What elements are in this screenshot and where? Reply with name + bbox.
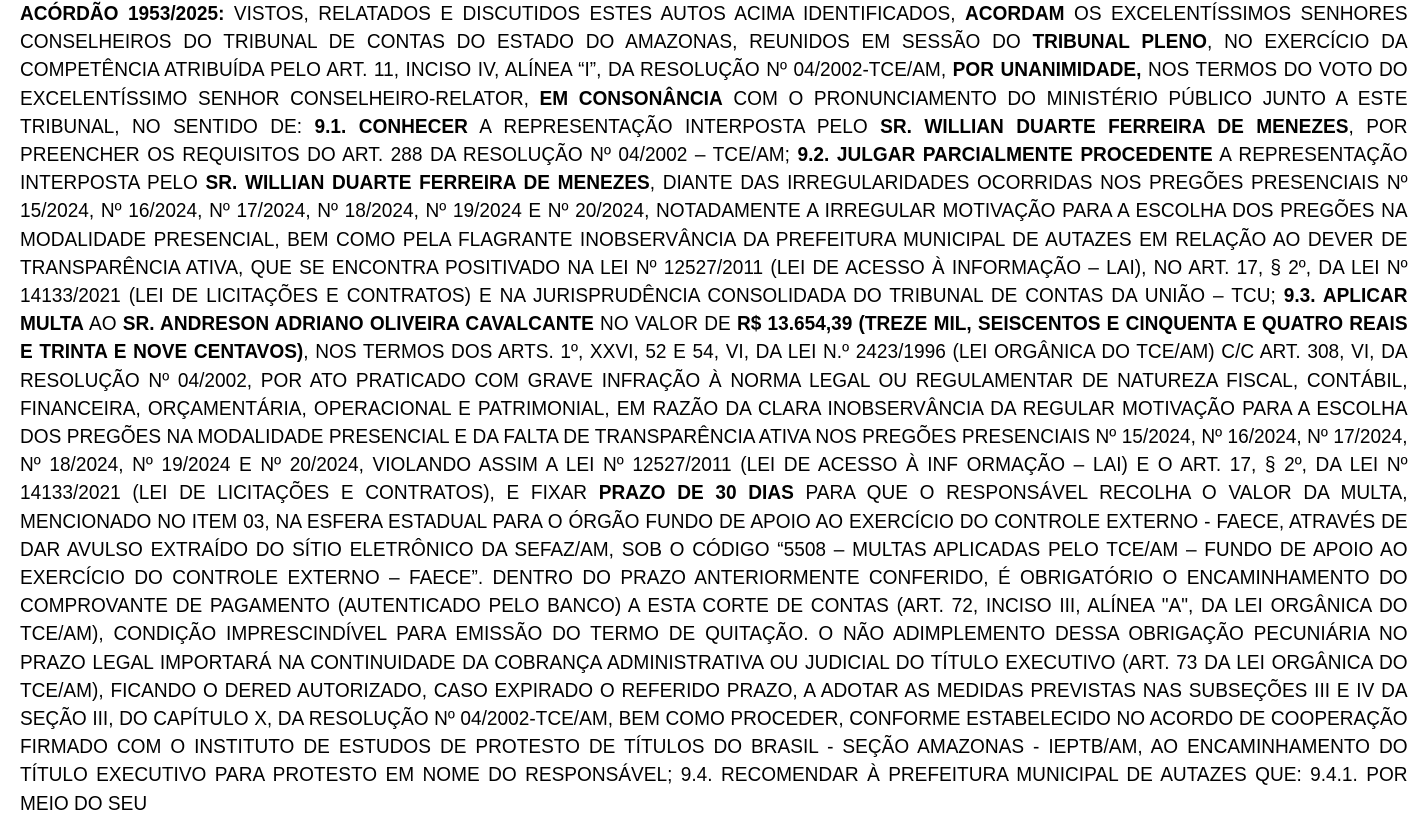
text-segment: , DIANTE DAS IRREGULARIDADES OCORRIDAS NOS PREGÕES PRESENCIAIS Nº 15/2024, Nº 16/2024, Nº 17/2024, Nº 18/2024, Nº 19/2024 E Nº 20/2024, NOTADAMENTE A IRREGULAR MOTIVAÇÃO PARA A ESCOLHA DOS PREGÕES NA MODALIDADE PRESENCIAL, BEM COMO PELA FLAGRANTE INOBSERVÂNCIA DA PREFEITURA MUNICIPAL DE AUTAZES EM RELAÇÃO AO DEVER DE TRANSPARÊNCIA ATIVA, QUE SE ENCONTRA POSITIVADO NA LEI Nº 12527/2011 (LEI DE ACESSO À INFORMAÇÃO – LAI), NO ART. 17, § 2º, DA LEI Nº 14133/2021 (LEI DE LICITAÇÕES E CONTRATOS) E NA JURISPRUDÊNCIA CONSOLIDADA DO TRIBUNAL DE CONTAS DA UNIÃO – TCU; [20,171,1408,308]
text-segment: , POR PREENCHER OS REQUISITOS DO ART. 288 DA RESOLUÇÃO Nº 04/2002 – TCE/AM; [20,114,1408,167]
bold-segment-valor-multa: R$ 13.654,39 (TREZE MIL, SEISCENTOS E CINQUENTA E QUATRO REAIS E TRINTA E NOVE CENTAVOS) [20,312,1408,364]
text-segment: OS EXCELENTÍSSIMOS SENHORES CONSELHEIROS DO TRIBUNAL DE CONTAS DO ESTADO DO AMAZONAS, REUNIDOS EM SESSÃO DO [20,2,1408,54]
document-page [20,0,1408,821]
bold-segment-representante: SR. WILLIAN DUARTE FERREIRA DE MENEZES [880,114,1349,138]
text-segment: VISTOS, RELATADOS E DISCUTIDOS ESTES AUTOS ACIMA IDENTIFICADOS, [224,2,965,25]
bold-segment-acordam: ACORDAM [964,2,1065,25]
bold-segment-tribunal-pleno: TRIBUNAL PLENO [1032,30,1207,54]
bold-segment-consonancia: EM CONSONÂNCIA [539,86,723,110]
text-segment: NOS TERMOS DO VOTO DO EXCELENTÍSSIMO SENHOR CONSELHEIRO-RELATOR, [20,58,1408,110]
bold-segment-responsavel: SR. ANDRESON ADRIANO OLIVEIRA CAVALCANTE [122,312,594,336]
bold-segment-item-9-1: 9.1. CONHECER [314,114,468,138]
text-segment: A REPRESENTAÇÃO INTERPOSTA PELO [467,114,881,138]
text-segment: , NOS TERMOS DOS ARTS. 1º, XXVI, 52 E 54, VI, DA LEI N.º 2423/1996 (LEI ORGÂNICA DO TCE/AM) C/C ART. 308, VI, DA RESOLUÇÃO Nº 04/2002, POR ATO PRATICADO COM GRAVE INFRAÇÃO À NORMA LEGAL OU REGULAMENTAR DE NATUREZA FISCAL, CONTÁBIL, FINANCEIRA, ORÇAMENTÁRIA, OPERACIONAL E PATRIMONIAL, EM RAZÃO DA CLARA INOBSERVÂNCIA DA REGULAR MOTIVAÇÃO PARA A ESCOLHA DOS PREGÕES NA MODALIDADE PRESENCIAL E DA FALTA DE TRANSPARÊNCIA ATIVA NOS PREGÕES PRESENCIAIS Nº 15/2024, Nº 16/2024, Nº 17/2024, Nº 18/2024, Nº 19/2024 E Nº 20/2024, VIOLANDO ASSIM A LEI Nº 12527/2011 (LEI DE ACESSO À INF ORMAÇÃO – LAI) E O ART. 17, § 2º, DA LEI Nº 14133/2021 (LEI DE LICITAÇÕES E CONTRATOS), E FIXAR [20,340,1408,505]
text-segment: NO VALOR DE [593,312,737,336]
text-segment: COM O PRONUNCIAMENTO DO MINISTÉRIO PÚBLICO JUNTO A ESTE TRIBUNAL, NO SENTIDO DE: [20,86,1408,138]
acordao-paragraph [20,0,1408,818]
text-segment: PARA QUE O RESPONSÁVEL RECOLHA O VALOR DA MULTA, MENCIONADO NO ITEM 03, NA ESFERA ESTADUAL PARA O ÓRGÃO FUNDO DE APOIO AO EXERCÍCIO DO CONTROLE EXTERNO - FAECE, ATRAVÉS DE DAR AVULSO EXTRAÍDO DO SÍTIO ELETRÔNICO DA SEFAZ/AM, SOB O CÓDIGO “5508 – MULTAS APLICADAS PELO TCE/AM – FUNDO DE APOIO AO EXERCÍCIO DO CONTROLE EXTERNO – FAECE”. DENTRO DO PRAZO ANTERIORMENTE CONFERIDO, É OBRIGATÓRIO O ENCAMINHAMENTO DO COMPROVANTE DE PAGAMENTO (AUTENTICADO PELO BANCO) A ESTA CORTE DE CONTAS (ART. 72, INCISO III, ALÍNEA "A", DA LEI ORGÂNICA DO TCE/AM), CONDIÇÃO IMPRESCINDÍVEL PARA EMISSÃO DO TERMO DE QUITAÇÃO. O NÃO ADIMPLEMENTO DESSA OBRIGAÇÃO PECUNIÁRIA NO PRAZO LEGAL IMPORTARÁ NA CONTINUIDADE DA COBRANÇA ADMINISTRATIVA OU JUDICIAL DO TÍTULO EXECUTIVO (ART. 73 DA LEI ORGÂNICA DO TCE/AM), FICANDO O DERED AUTORIZADO, CASO EXPIRADO O REFERIDO PRAZO, A ADOTAR AS MEDIDAS PREVISTAS NAS SUBSEÇÕES III E IV DA SEÇÃO III, DO CAPÍTULO X, DA RESOLUÇÃO Nº 04/2002-TCE/AM, BEM COMO PROCEDER, CONFORME ESTABELECIDO NO ACORDO DE COOPERAÇÃO FIRMADO COM O INSTITUTO DE ESTUDOS DE PROTESTO DE TÍTULOS DO BRASIL - SEÇÃO AMAZONAS - IEPTB/AM, AO ENCAMINHAMENTO DO TÍTULO EXECUTIVO PARA PROTESTO EM NOME DO RESPONSÁVEL; 9.4. RECOMENDAR À PREFEITURA MUNICIPAL DE AUTAZES QUE: 9.4.1. POR MEIO DO SEU [20,481,1408,815]
text-segment: AO [83,312,123,336]
acordao-title: ACÓRDÃO 1953/2025: [20,2,225,25]
bold-segment-unanimidade: POR UNANIMIDADE, [952,58,1142,82]
bold-segment-item-9-3: 9.3. APLICAR MULTA [20,284,1408,336]
bold-segment-item-9-2: 9.2. JULGAR PARCIALMENTE PROCEDENTE [797,143,1213,167]
bold-segment-representante-2: SR. WILLIAN DUARTE FERREIRA DE MENEZES [205,171,650,195]
bold-segment-prazo: PRAZO DE 30 DIAS [598,481,794,505]
text-segment: , NO EXERCÍCIO DA COMPETÊNCIA ATRIBUÍDA PELO ART. 11, INCISO IV, ALÍNEA “I”, DA RESOLUÇÃO Nº 04/2002-TCE/AM, [20,30,1408,82]
text-segment: A REPRESENTAÇÃO INTERPOSTA PELO [20,143,1408,195]
